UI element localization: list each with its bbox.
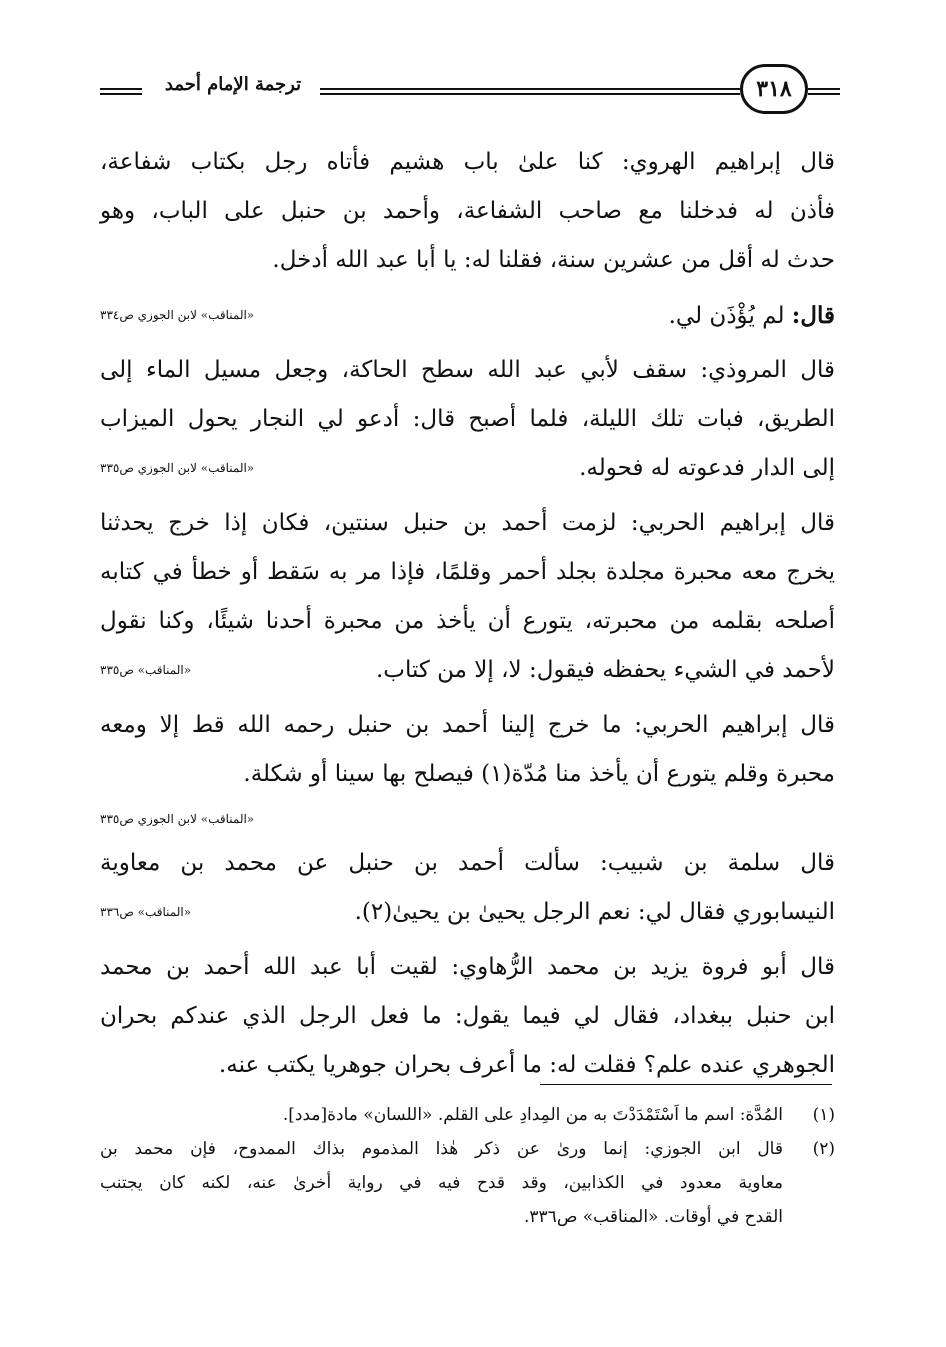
footnote-line: القدح في أوقات. «المناقب» ص٣٣٦. bbox=[524, 1207, 783, 1227]
paragraph bbox=[100, 943, 835, 1090]
page-number: ٣١٨ bbox=[740, 64, 808, 114]
source-reference: «المناقب» لابن الجوزي ص٣٣٤ bbox=[100, 308, 255, 322]
text-span: إلى الدار فدعوته له فحوله. bbox=[579, 455, 835, 481]
footnote-separator bbox=[540, 1084, 832, 1085]
text-line: الجوهري عنده علم؟ فقلت له: ما أعرف بحران جوهريا يكتب عنه. bbox=[218, 1052, 835, 1078]
source-reference: «المناقب» ص٣٣٦ bbox=[100, 905, 192, 919]
text-line: قال إبراهيم الهروي: كنا علىٰ باب هشيم فأتاه رجل بكتاب شفاعة، bbox=[100, 149, 835, 175]
main-text bbox=[100, 138, 835, 1090]
text-line: الطريق، فبات تلك الليلة، فلما أصبح قال: أدعو لي النجار يحول الميزاب bbox=[100, 406, 835, 432]
footnotes bbox=[100, 1098, 835, 1234]
paragraph bbox=[100, 499, 835, 695]
page-header bbox=[100, 62, 840, 122]
paragraph bbox=[100, 701, 835, 839]
text-line-with-ref bbox=[100, 444, 835, 493]
footnote bbox=[100, 1098, 835, 1132]
speaker-label: قال: bbox=[791, 302, 835, 329]
text-line: قال إبراهيم الحربي: لزمت أحمد بن حنبل سنتين، فكان إذا خرج يحدثنا bbox=[100, 510, 835, 536]
text-span: لأحمد في الشيء يحفظه فيقول: لا، إلا من كتاب. bbox=[376, 657, 835, 683]
text-line: أصلحه بقلمه من محبرته، يتورع أن يأخذ من محبرة أحدنا شيئًا، وكنا نقول bbox=[100, 608, 835, 634]
text-line-with-ref bbox=[100, 646, 835, 695]
text-line: قال إبراهيم الحربي: ما خرج إلينا أحمد بن حنبل رحمه الله قط إلا ومعه bbox=[100, 712, 835, 738]
source-reference: «المناقب» ص٣٣٥ bbox=[100, 663, 192, 677]
header-rule-left bbox=[100, 88, 142, 95]
text-line: ابن حنبل ببغداد، فقال لي فيما يقول: ما فعل الرجل الذي عندكم بحران bbox=[100, 1003, 835, 1029]
header-rule-middle bbox=[320, 88, 740, 95]
paragraph bbox=[100, 138, 835, 285]
footnote bbox=[100, 1132, 835, 1234]
text-line-with-ref bbox=[100, 888, 835, 937]
text-line: يخرج معه محبرة مجلدة بجلد أحمر وقلمًا، فإذا مر به سَقط أو خطأ في كتابه bbox=[100, 559, 835, 585]
text-line: محبرة وقلم يتورع أن يأخذ منا مُدّة(١) فيصلح بها سينا أو شكلة. bbox=[243, 761, 835, 787]
text-line: فأذن له فدخلنا مع صاحب الشفاعة، وأحمد بن حنبل على الباب، وهو bbox=[100, 198, 835, 224]
footnote-line: قال ابن الجوزي: إنما ورىٰ عن ذكر هٰذا المذموم بذاك الممدوح، فإن محمد بن bbox=[100, 1139, 783, 1159]
paragraph bbox=[100, 346, 835, 493]
text-line: قال سلمة بن شبيب: سألت أحمد بن حنبل عن محمد بن معاوية bbox=[100, 850, 835, 876]
header-rule-right bbox=[808, 88, 840, 95]
paragraph bbox=[100, 291, 835, 340]
running-title: ترجمة الإمام أحمد bbox=[164, 74, 302, 95]
text-span: النيسابوري فقال لي: نعم الرجل يحيىٰ بن يحيىٰ(٢). bbox=[354, 899, 835, 925]
text-line: قال أبو فروة يزيد بن محمد الرُّهاوي: لقيت أبا عبد الله أحمد بن محمد bbox=[100, 954, 835, 980]
text-span: لم يُؤْذَن لي. bbox=[668, 303, 785, 329]
paragraph bbox=[100, 839, 835, 937]
footnote-number: (٢) bbox=[812, 1139, 835, 1159]
text-line: قال المروذي: سقف لأبي عبد الله سطح الحاكة، وجعل مسيل الماء إلى bbox=[100, 357, 835, 383]
source-reference: «المناقب» لابن الجوزي ص٣٣٥ bbox=[100, 812, 255, 826]
footnote-number: (١) bbox=[812, 1105, 835, 1125]
footnote-line: معاوية معدود في الكذابين، وقد قدح فيه في رواية أخرىٰ عنه، لكنه كان يجتنب bbox=[100, 1173, 783, 1193]
text-line: حدث له أقل من عشرين سنة، فقلنا له: يا أبا عبد الله أدخل. bbox=[272, 247, 835, 273]
source-reference: «المناقب» لابن الجوزي ص٣٣٥ bbox=[100, 461, 255, 475]
footnote-line: المُدَّة: اسم ما اَسْتَمْدَدْتَ به من المِدادِ على القلم. «اللسان» مادة[مدد]. bbox=[282, 1105, 783, 1125]
